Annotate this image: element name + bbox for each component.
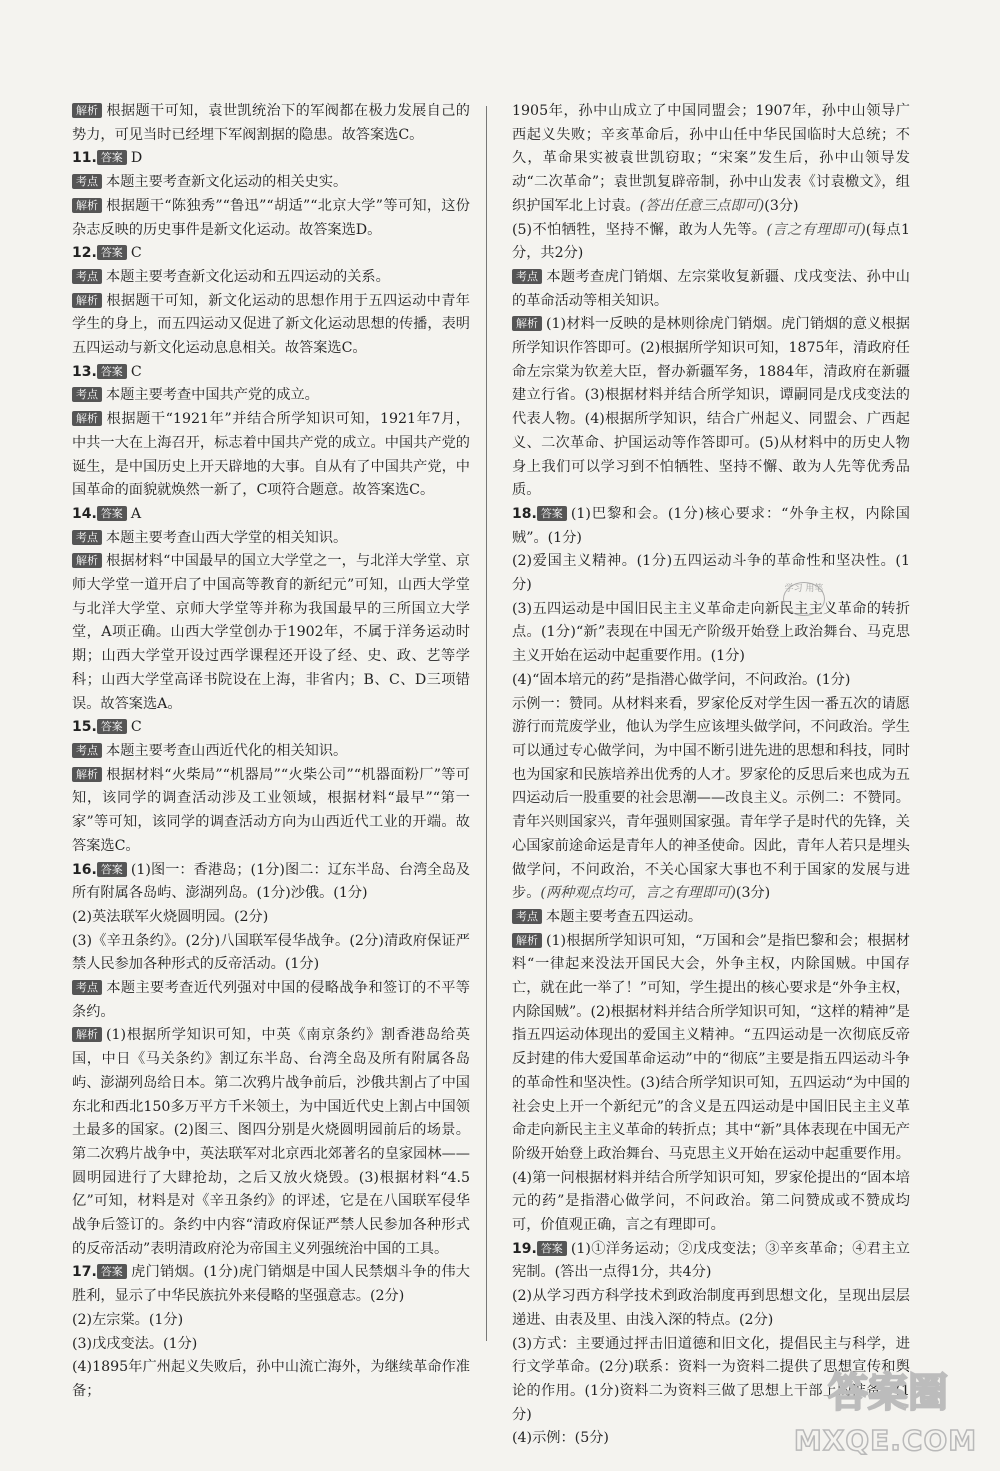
paragraph-text: (2)爱国主义精神。(1分)五四运动斗争的革命性和坚决性。(1分) bbox=[512, 553, 910, 594]
handwritten-note: (言之有理即可) bbox=[766, 221, 866, 238]
paragraph-text: 本题主要考查近代列强对中国的侵略战争和签订的不平等条约。 bbox=[72, 980, 470, 1020]
paragraph-text: (1)图一：香港岛；(1分)图二：辽东半岛、台湾全岛及所有附属各岛屿、澎湖列岛。(1分)沙俄。(1分) bbox=[72, 861, 470, 902]
left-column bbox=[72, 100, 470, 1404]
question-number: 15. bbox=[72, 719, 97, 736]
explanation-paragraph bbox=[72, 764, 470, 859]
paragraph-text: 本题主要考查山西近代化的相关知识。 bbox=[106, 742, 348, 759]
explanation-paragraph bbox=[72, 408, 470, 503]
watermark bbox=[783, 1367, 988, 1467]
answer-item bbox=[72, 361, 470, 385]
answer-item bbox=[72, 242, 470, 266]
answer-line bbox=[512, 669, 910, 693]
paragraph-text: (1)巴黎和会。(1分)核心要求：“外争主权，内除国贼”。(1分) bbox=[512, 505, 910, 546]
label-tag: 考点 bbox=[512, 909, 542, 924]
paragraph-text: (1)根据所学知识可知，“万国和会”是指巴黎和会；根据材料“一律起来没法开国民大会，外争主权，内除国贼。中国存亡，就在此一举了！”可知，学生提出的核心要求是“外争主权，内除国贼”。(2)根据材料并结合所学知识可知，“这样的精神”是指五四运动体现出的爱国主义精神。“五四运动是一次彻底反帝反封建的伟大爱国革命运动”中的“彻底”主要是指五四运动斗争的革命性和坚决性。(3)结合所学知识可知，五四运动“为中国的社会史上开一个新纪元”的含义是五四运动是中国旧民主主义革命走向新民主主义革命的转折点；其中“新”具体表现在中国无产阶级开始登上政治舞台、马克思主义开始在运动中起重要作用。(4)第一问根据材料并结合所学知识可知，罗家伦提出的“固本培元的药”是指潜心做学问，不问政治。第二问赞成或不赞成均可，价值观正确，言之有理即可。 bbox=[512, 932, 910, 1234]
column-divider bbox=[486, 106, 487, 1341]
right-column bbox=[512, 100, 910, 1451]
paragraph-text: (4)1895年广州起义失败后，孙中山流亡海外，为继续革命作准备； bbox=[72, 1359, 470, 1399]
explanation-paragraph bbox=[72, 100, 470, 147]
paragraph-text: (5)不怕牺牲，坚持不懈，敢为人先等。 bbox=[512, 221, 767, 238]
paragraph-text: 本题主要考查山西大学堂的相关知识。 bbox=[106, 529, 348, 546]
paragraph-text: (3)五四运动是中国旧民主主义革命走向新民主主义革命的转折点。(1分)“新”表现在中国无产阶级开始登上政治舞台、马克思主义开始在运动中起重要作用。(1分) bbox=[512, 600, 910, 665]
label-tag: 解析 bbox=[512, 316, 542, 331]
paragraph-text: 根据题干可知，袁世凯统治下的军阀都在极力发展自己的势力，可见当时已经埋下军阀割据的隐患。故答案选C。 bbox=[72, 103, 470, 143]
label-tag: 考点 bbox=[72, 174, 102, 189]
label-tag: 解析 bbox=[72, 553, 102, 568]
label-tag: 答案 bbox=[97, 1264, 127, 1279]
explanation-paragraph bbox=[72, 266, 470, 290]
paragraph-text: (3)《辛丑条约》。(2分)八国联军侵华战争。(2分)清政府保证严禁人民参加各种形式的反帝活动。(1分) bbox=[72, 932, 470, 973]
answer-item bbox=[72, 503, 470, 527]
answer-item bbox=[512, 503, 910, 550]
explanation-paragraph bbox=[512, 930, 910, 1238]
answer-line bbox=[512, 219, 910, 266]
label-tag: 答案 bbox=[97, 150, 127, 165]
explanation-paragraph bbox=[512, 266, 910, 313]
paragraph-text: 示例一：赞同。从材料来看，罗家伦反对学生因一番五次的请愿游行而荒废学业，他认为学生应该埋头做学问，不问政治。学生可以通过专心做学问，为中国不断引进先进的思想和科技，同时也为国家和民族培养出优秀的人才。罗家伦的反思后来也成为五四运动后一股重要的社会思潮——改良主义。示例二：不赞同。青年兴则国家兴，青年强则国家强。青年学子是时代的先锋，关心国家前途命运是青年人的神圣使命。因此，青年人若只是埋头做学问，不问政治，不关心国家大事也不利于国家的发展与进步。 bbox=[512, 695, 910, 902]
watermark-logo: 答案圈 bbox=[828, 1370, 948, 1416]
label-tag: 解析 bbox=[72, 103, 102, 118]
label-tag: 考点 bbox=[72, 743, 102, 758]
label-tag: 解析 bbox=[72, 1027, 102, 1042]
label-tag: 解析 bbox=[72, 198, 102, 213]
label-tag: 考点 bbox=[72, 387, 102, 402]
answer-line bbox=[72, 1309, 470, 1333]
explanation-paragraph bbox=[512, 313, 910, 503]
paragraph-text: (3)方式：主要通过抨击旧道德和旧文化，提倡民主与科学，进行文学革命。(2分)联系：资料一为资料二提供了思想宣传和舆论的作用。(1分)资料二为资料三做了思想上干部上的准备。(1分) bbox=[512, 1335, 910, 1423]
stamp-mark: 学习 用笔 bbox=[783, 582, 825, 616]
paragraph-text: A bbox=[130, 505, 142, 522]
label-tag: 答案 bbox=[537, 1241, 567, 1256]
answer-item bbox=[72, 859, 470, 906]
paragraph-text: 本题考查虎门销烟、左宗棠收复新疆、戊戌变法、孙中山的革命活动等相关知识。 bbox=[512, 268, 910, 309]
paragraph-text: D bbox=[130, 150, 143, 167]
explanation-paragraph bbox=[72, 195, 470, 242]
answer-item bbox=[512, 1238, 910, 1285]
paragraph-text: 根据题干可知，新文化运动的思想作用于五四运动中青年学生的身上，而五四运动又促进了新文化运动思想的传播，表明五四运动与新文化运动息息相关。故答案选C。 bbox=[72, 292, 470, 357]
answer-line bbox=[512, 598, 910, 669]
question-number: 19. bbox=[512, 1240, 537, 1257]
answer-item bbox=[72, 147, 470, 171]
score-note: (每点1分，共2分) bbox=[512, 221, 910, 262]
paragraph-text: 虎门销烟。(1分)虎门销烟是中国人民禁烟斗争的伟大胜利，显示了中华民族抗外来侵略的坚强意志。(2分) bbox=[72, 1264, 470, 1305]
question-number: 12. bbox=[72, 245, 97, 262]
label-tag: 解析 bbox=[512, 933, 542, 948]
paragraph-text: (3)戊戌变法。(1分) bbox=[72, 1335, 198, 1352]
question-number: 17. bbox=[72, 1264, 97, 1281]
paragraph-text: (4)“固本培元的药”是指潜心做学问，不问政治。(1分) bbox=[512, 671, 851, 688]
label-tag: 答案 bbox=[97, 364, 127, 379]
paragraph-text: 1905年，孙中山成立了中国同盟会；1907年，孙中山领导广西起义失败；辛亥革命后，孙中山任中华民国临时大总统；不久，革命果实被袁世凯窃取；“宋案”发生后，孙中山领导发动“二次革命”；袁世凯复辟帝制，孙中山发表《讨袁檄文》，组织护国军北上讨袁。 bbox=[512, 103, 910, 214]
explanation-paragraph bbox=[72, 290, 470, 361]
paragraph-text: (2)左宗棠。(1分) bbox=[72, 1311, 184, 1328]
label-tag: 考点 bbox=[512, 269, 542, 284]
label-tag: 考点 bbox=[72, 980, 102, 995]
answer-item bbox=[72, 716, 470, 740]
answer-item bbox=[72, 1261, 470, 1308]
paragraph-text: (1)材料一反映的是林则徐虎门销烟。虎门销烟的意义根据所学知识作答即可。(2)根据所学知识可知，1875年，清政府任命左宗棠为钦差大臣，督办新疆军务，1884年，清政府在新疆建立行省。(3)根据材料并结合所学知识，谭嗣同是戊戌变法的代表人物。(4)根据所学知识，结合广州起义、同盟会、广西起义、二次革命、护国运动等作答即可。(5)从材料中的历史人物身上我们可以学习到不怕牺牲、坚持不懈、敢为人先等优秀品质。 bbox=[512, 316, 910, 499]
label-tag: 答案 bbox=[537, 506, 567, 521]
answer-line bbox=[512, 100, 910, 219]
explanation-paragraph bbox=[72, 384, 470, 408]
answer-line bbox=[72, 1333, 470, 1357]
label-tag: 答案 bbox=[97, 506, 127, 521]
paragraph-text: 本题主要考查五四运动。 bbox=[546, 908, 703, 925]
label-tag: 考点 bbox=[72, 530, 102, 545]
paragraph-text: 根据题干“1921年”并结合所学知识可知，1921年7月，中共一大在上海召开，标志着中国共产党的成立。中国共产党的诞生，是中国历史上开天辟地的大事。自从有了中国共产党，中国革命的面貌就焕然一新了，C项符合题意。故答案选C。 bbox=[72, 411, 470, 499]
paragraph-text: 本题主要考查中国共产党的成立。 bbox=[106, 387, 319, 404]
label-tag: 解析 bbox=[72, 411, 102, 426]
explanation-paragraph bbox=[512, 906, 910, 930]
answer-line bbox=[72, 930, 470, 977]
question-number: 16. bbox=[72, 861, 97, 878]
explanation-paragraph bbox=[72, 550, 470, 716]
answer-line bbox=[512, 550, 910, 597]
label-tag: 答案 bbox=[97, 719, 127, 734]
paragraph-text: (1)①洋务运动；②戊戌变法；③辛亥革命；④君主立宪制。(答出一点得1分，共4分) bbox=[512, 1240, 910, 1281]
answer-line bbox=[72, 1356, 470, 1403]
handwritten-note: (答出任意三点即可) bbox=[639, 197, 765, 214]
label-tag: 考点 bbox=[72, 269, 102, 284]
score-note: (3分) bbox=[764, 197, 799, 214]
answer-line bbox=[512, 693, 910, 906]
explanation-paragraph bbox=[72, 527, 470, 551]
paragraph-text: (2)英法联军火烧圆明园。(2分) bbox=[72, 908, 269, 925]
label-tag: 解析 bbox=[72, 767, 102, 782]
answer-line bbox=[72, 906, 470, 930]
explanation-paragraph bbox=[72, 977, 470, 1024]
score-note: (3分) bbox=[735, 885, 771, 902]
question-number: 18. bbox=[512, 505, 537, 522]
paragraph-text: 本题主要考查新文化运动的相关史实。 bbox=[106, 174, 348, 191]
handwritten-note: (两种观点均可，言之有理即可) bbox=[540, 885, 736, 902]
paragraph-text: (1)根据所学知识可知，中英《南京条约》割香港岛给英国，中日《马关条约》割辽东半岛、台湾全岛及所有附属各岛屿、澎湖列岛给日本。第二次鸦片战争前后，沙俄共割占了中国东北和西北150多万平方千米领土，为中国近代史上割占中国领土最多的国家。(2)图三、图四分别是火烧圆明园前后的场景。第二次鸦片战争中，英法联军对北京西北郊著名的皇家园林——圆明园进行了大肆抢劫，之后又放火烧毁。(3)根据材料“4.5亿”可知，材料是对《辛丑条约》的评述，它是在八国联军侵华战争后签订的。条约中内容“清政府保证严禁人民参加各种形式的反帝活动”表明清政府沦为帝国主义列强统治中国的工具。 bbox=[72, 1027, 470, 1257]
paragraph-text: C bbox=[130, 245, 142, 262]
question-number: 13. bbox=[72, 363, 97, 380]
explanation-paragraph bbox=[72, 1024, 470, 1261]
paragraph-text: 本题主要考查新文化运动和五四运动的关系。 bbox=[106, 268, 390, 285]
label-tag: 答案 bbox=[97, 245, 127, 260]
paragraph-text: C bbox=[130, 363, 142, 380]
watermark-url: MXQE.COM bbox=[793, 1424, 978, 1457]
paragraph-text: 根据题干“陈独秀”“鲁迅”“胡适”“北京大学”等可知，这份杂志反映的历史事件是新文化运动。故答案选D。 bbox=[72, 197, 470, 238]
label-tag: 解析 bbox=[72, 293, 102, 308]
explanation-paragraph bbox=[72, 740, 470, 764]
question-number: 11. bbox=[72, 150, 97, 167]
explanation-paragraph bbox=[72, 171, 470, 195]
paragraph-text: (4)示例：(5分) bbox=[512, 1430, 609, 1447]
label-tag: 答案 bbox=[97, 862, 127, 877]
paragraph-text: C bbox=[130, 719, 142, 736]
answer-line bbox=[512, 1285, 910, 1332]
paragraph-text: 根据材料“中国最早的国立大学堂之一，与北洋大学堂、京师大学堂一道开启了中国高等教育的新纪元”可知，山西大学堂与北洋大学堂、京师大学堂等并称为我国最早的三所国立大学堂，A项正确。山西大学堂创办于1902年，不属于洋务运动时期；山西大学堂开设过西学课程还开设了经、史、政、艺等学科；山西大学堂高译书院设在上海，非省内；B、C、D三项错误。故答案选A。 bbox=[72, 553, 470, 712]
paragraph-text: 根据材料“火柴局”“机器局”“火柴公司”“机器面粉厂”等可知，该同学的调查活动涉及工业领域，根据材料“最早”“第一家”等可知，该同学的调查活动方向为山西近代工业的开端。故答案选C。 bbox=[72, 766, 470, 854]
paragraph-text: (2)从学习西方科学技术到政治制度再到思想文化，呈现出层层递进、由表及里、由浅入深的特点。(2分) bbox=[512, 1288, 910, 1328]
question-number: 14. bbox=[72, 505, 97, 522]
